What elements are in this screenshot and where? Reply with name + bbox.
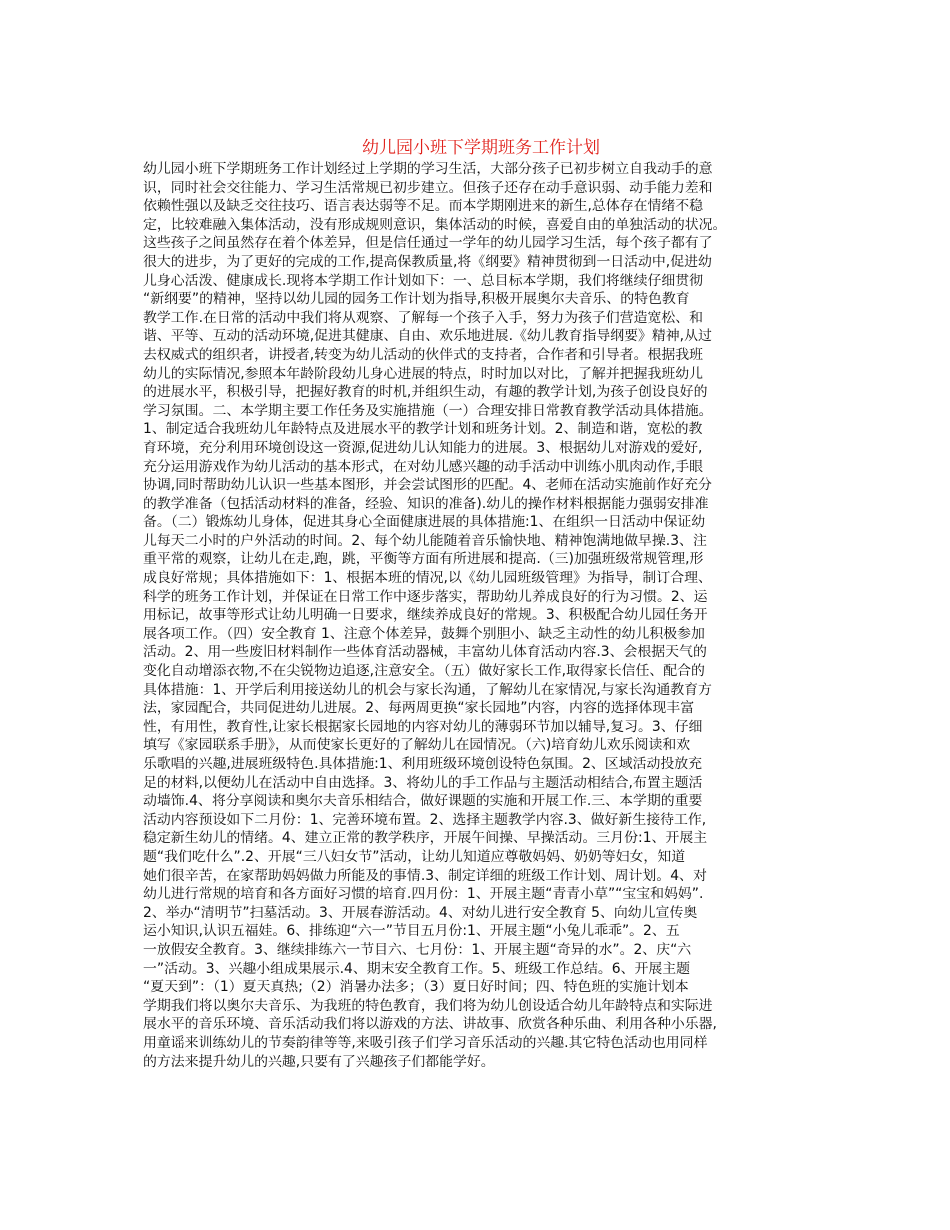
paragraph-line: 稳定新生幼儿的情绪。4、建立正常的教学秩序，开展午间操、早操活动。三月份:1、开展主 [143,830,708,847]
paragraph-line: 动墙饰.4、将分享阅读和奥尔夫音乐相结合，做好课题的实施和开展工作.三、本学期的重要 [143,793,703,810]
paragraph-line: 去权威式的组织者，讲授者,转变为幼儿活动的伙伴式的支持者，合作者和引导者。根据我班 [143,346,704,363]
paragraph-line: “夏天到”：（1）夏天真热;（2）消暑办法多；（3）夏日好时间；四、特色班的实施计划本 [143,979,689,996]
paragraph-line: 的进展水平，积极引导，把握好教育的时机,并组织生动，有趣的教学计划,为孩子创设良好的 [143,384,708,401]
paragraph-line: 变化自动增添衣物,不在尖锐物边追逐,注意安全。（五）做好家长工作,取得家长信任、配合的 [143,663,705,680]
paragraph-line: 展水平的音乐环境、音乐活动我们将以游戏的方法、讲故事、欣赏各种乐曲、利用各种小乐器, [143,1016,717,1033]
paragraph-line: 备。（二）锻炼幼儿身体，促进其身心全面健康进展的具体措施:1、在组织一日活动中保证幼 [143,514,706,531]
paragraph-line: 儿每天二小时的户外活动的时间。2、每个幼儿能随着音乐愉快地、精神饱满地做早操.3、注 [143,532,707,549]
paragraph-line: 育环境，充分利用环境创设这一资源,促进幼儿认知能力的进展。3、根据幼儿对游戏的爱好, [143,439,703,456]
paragraph-line: 幼儿进行常规的培育和各方面好习惯的培育.四月份：1、开展主题“青青小草”“宝宝和妈妈”. [143,886,704,903]
paragraph-line: 识，同时社会交往能力、学习生活常规已初步建立。但孩子还存在动手意识弱、动手能力差和 [143,179,713,196]
paragraph-line: 展各项工作。（四）安全教育 1、注意个体差异，鼓舞个别胆小、缺乏主动性的幼儿积极参加 [143,625,705,642]
paragraph-line: 的方法来提升幼儿的兴趣,只要有了兴趣孩子们都能学好。 [143,1053,495,1070]
paragraph-line: 性，有用性，教育性,让家长根据家长园地的内容对幼儿的薄弱环节加以辅导,复习。3、仔细 [143,718,703,735]
paragraph-line: 1、制定适合我班幼儿年龄特点及进展水平的教学计划和班务计划。2、制造和谐，宽松的教 [143,421,703,438]
paragraph-line: 活动内容预设如下二月份：1、完善环境布置。2、选择主题教学内容.3、做好新生接待工作, [143,811,707,828]
paragraph-line: 活动。2、用一些废旧材料制作一些体育活动器械，丰富幼儿体育活动内容.3、会根据天气的 [143,644,707,661]
document-page [143,136,813,1071]
paragraph-line: 依赖性强以及缺乏交往技巧、语言表达弱等不足。而本学期刚进来的新生,总体存在情绪不稳 [143,198,704,215]
paragraph-line: 用童谣来训练幼儿的节奏韵律等等,来吸引孩子们学习音乐活动的兴趣.其它特色活动也用同样 [143,1034,708,1051]
paragraph-line: 乐歌唱的兴趣,进展班级特色.具体措施:1、利用班级环境创设特色氛围。2、区域活动投放充 [143,756,703,772]
paragraph-line: 谐、平等、互动的活动环境,促进其健康、自由、欢乐地进展.《幼儿教育指导纲要》精神,从过 [143,328,712,345]
paragraph-line: 一”活动。3、兴趣小组成果展示.4、期末安全教育工作。5、班级工作总结。6、开展主题 [143,960,691,977]
document-title: 幼儿园小班下学期班务工作计划 [362,138,600,158]
paragraph-line: 她们很辛苦，在家帮助妈妈做力所能及的事情.3、制定详细的班级工作计划、周计划。4、对 [143,867,707,884]
paragraph-line: 幼儿的实际情况,参照本年龄阶段幼儿身心进展的特点，时时加以对比，了解并把握我班幼儿 [143,365,704,382]
paragraph-line: 具体措施：1、开学后利用接送幼儿的机会与家长沟通，了解幼儿在家情况,与家长沟通教育方 [143,681,712,698]
paragraph-line: 题“我们吃什么”.2、开展“三八妇女节”活动，让幼儿知道应尊敬妈妈、奶奶等妇女，知道 [143,848,686,865]
paragraph-line: 科学的班务工作计划，并保证在日常工作中逐步落实，帮助幼儿养成良好的行为习惯。2、运 [143,588,708,605]
paragraph-line: 填写《家园联系手册》，从而使家长更好的了解幼儿在园情况。（六)培育幼儿欢乐阅读和欢 [143,737,691,754]
paragraph-line: 重平常的观察，让幼儿在走,跑，跳，平衡等方面有所进展和提高.（三)加强班级常规管理,形 [143,551,704,568]
paragraph-line: 协调,同时帮助幼儿认识一些基本图形，并会尝试图形的匹配。4、老师在活动实施前作好充分 [143,477,712,494]
paragraph-line: 成良好常规；具体措施如下：1、根据本班的情况,以《幼儿园班级管理》为指导，制订合理、 [143,570,712,587]
paragraph-line: “新纲要”的精神，坚持以幼儿园的园务工作计划为指导,积极开展奥尔夫音乐、的特色教育 [143,291,690,308]
paragraph-line: 学期我们将以奥尔夫音乐、为我班的特色教育，我们将为幼儿创设适合幼儿年龄特点和实际进 [143,997,713,1014]
paragraph-line: 充分运用游戏作为幼儿活动的基本形式，在对幼儿感兴趣的动手活动中训练小肌肉动作,手眼 [143,458,704,475]
paragraph-line: 2、举办“清明节”扫墓活动。3、开展春游活动。4、对幼儿进行安全教育 5、向幼儿宣传奥 [143,904,698,921]
paragraph-line: 幼儿园小班下学期班务工作计划经过上学期的学习生活，大部分孩子已初步树立自我动手的意 [143,161,713,177]
paragraph-line: 足的材料,以便幼儿在活动中自由选择。3、将幼儿的手工作品与主题活动相结合,布置主题活 [143,774,703,791]
document-body [143,160,813,1071]
paragraph-line: 定，比较难融入集体活动，没有形成规则意识，集体活动的时候，喜爱自由的单独活动的状况。 [143,216,727,233]
paragraph-line: 儿身心活泼、健康成长.现将本学期工作计划如下：一、总目标本学期，我们将继续仔细贯彻 [143,272,704,289]
paragraph-line: 一放假安全教育。3、继续排练六一节目六、七月份：1、开展主题“奇异的水”。2、庆“六 [143,941,692,958]
paragraph-line: 这些孩子之间虽然存在着个体差异，但是信任通过一学年的幼儿园学习生活，每个孩子都有了 [143,235,713,252]
paragraph-line: 法，家园配合，共同促进幼儿进展。2、每两周更换“家长园地”内容，内容的选择体现丰富 [143,700,695,717]
paragraph-line: 用标记，故事等形式让幼儿明确一日要求，继续养成良好的常规。3、积极配合幼儿园任务开 [143,607,708,624]
paragraph-line: 很大的进步，为了更好的完成的工作,提高保教质量,将《纲要》精神贯彻到一日活动中,促进幼 [143,253,712,270]
paragraph-line: 运小知识,认识五福娃。6、排练迎“六一”节目五月份:1、开展主题“小兔儿乖乖”。2、五 [143,923,680,940]
paragraph-line: 的教学准备（包括活动材料的准备，经验、知识的准备).幼儿的操作材料根据能力强弱安排准 [143,495,709,512]
paragraph-line: 学习氛围。二、本学期主要工作任务及实施措施（一）合理安排日常教育教学活动具体措施。 [143,402,713,419]
paragraph-line: 教学工作.在日常的活动中我们将从观察、了解每一个孩子入手，努力为孩子们营造宽松、和 [143,309,704,326]
